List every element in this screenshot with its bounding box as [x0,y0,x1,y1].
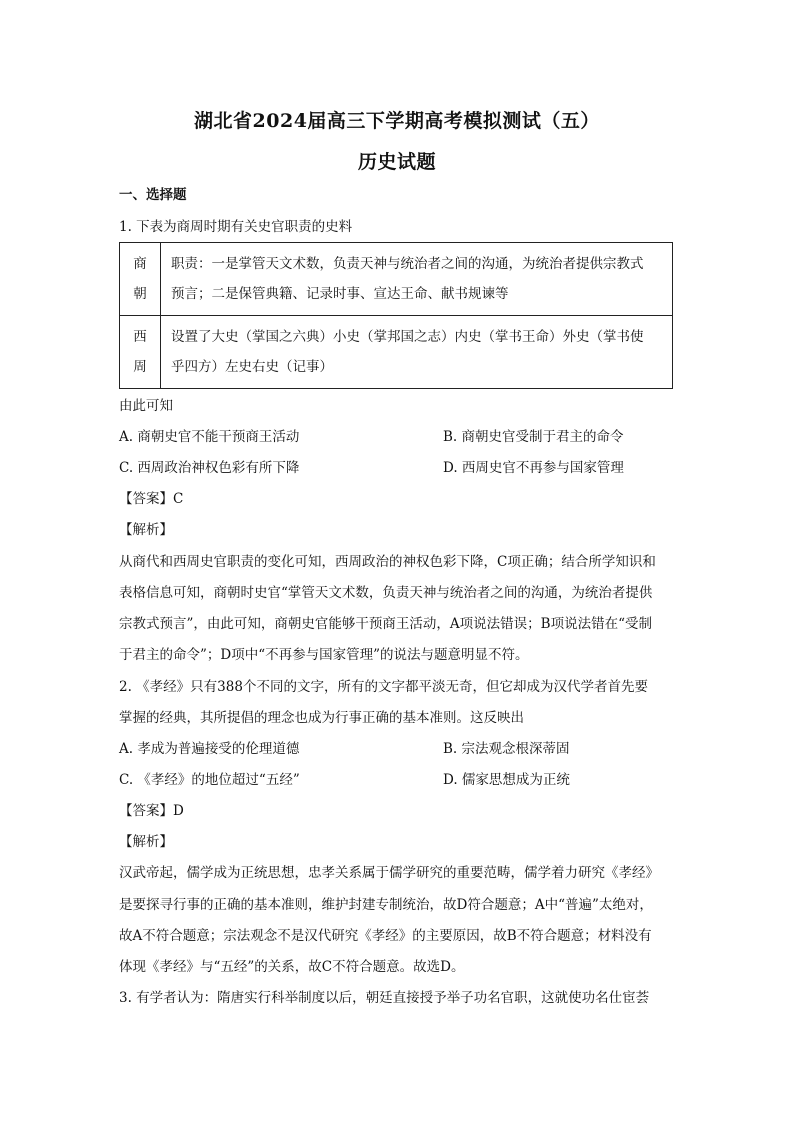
q1-option-d: D. 西周史官不再参与国家管理 [443,460,624,476]
q2-analysis-line: 故A不符合题意；宗法观念不是汉代研究《孝经》的主要原因，故B不符合题意；材料没有 [119,928,652,944]
q1-stem: 1. 下表为商周时期有关史官职责的史料 [119,219,353,235]
q2-stem-line: 掌握的经典，其所提倡的理念也成为行事正确的基本准则。这反映出 [119,710,524,726]
desc-line: 预言；二是保管典籍、记录时事、宣达王命、献书规谏等 [171,286,509,302]
era-char: 西 [133,329,147,345]
q2-option-a: A. 孝成为普遍接受的伦理道德 [119,741,300,757]
q1-analysis-line: 从商代和西周史官职责的变化可知，西周政治的神权色彩下降，C项正确；结合所学知识和 [119,554,656,570]
exam-subtitle: 历史试题 [357,151,436,173]
q2-option-d: D. 儒家思想成为正统 [443,772,570,788]
desc-line: 职责：一是掌管天文术数，负责天神与统治者之间的沟通，为统治者提供宗教式 [171,256,644,272]
q3-stem: 3. 有学者认为：隋唐实行科举制度以后，朝廷直接授予举子功名官职，这就使功名仕宦荟 [119,990,650,1006]
q2-analysis-line: 汉武帝起，儒学成为正统思想，忠孝关系属于儒学研究的重要范畴，儒学着力研究《孝经》 [119,865,659,881]
q1-lead: 由此可知 [119,398,173,414]
q1-option-b: B. 商朝史官受制于君主的命令 [443,429,624,445]
q2-answer: 【答案】D [119,803,184,819]
q2-analysis-label: 【解析】 [119,834,173,850]
section-heading: 一、选择题 [119,187,187,203]
q1-analysis-line: 于君主的命令”；D项中“不再参与国家管理”的说法与题意明显不符。 [119,647,529,663]
q1-answer: 【答案】C [119,491,184,507]
era-cell-xizhou [120,316,161,389]
era-cell-shang [120,243,161,316]
q1-analysis-line: 表格信息可知，商朝时史官“掌管天文术数，负责天神与统治者之间的沟通，为统治者提供 [119,585,653,601]
desc-line: 设置了大史（掌国之六典）小史（掌邦国之志）内史（掌书王命）外史（掌书使 [171,329,644,345]
q1-analysis-label: 【解析】 [119,522,173,538]
q1-analysis-line: 宗教式预言”，由此可知，商朝史官能够干预商王活动，A项说法错误；B项说法错在“受制 [119,616,652,632]
table-row [120,316,673,389]
era-char: 朝 [133,286,147,302]
q2-option-b: B. 宗法观念根深蒂固 [443,741,570,757]
q1-source-table [119,242,673,389]
q2-analysis-line: 是要探寻行事的正确的基本准则，维护封建专制统治，故D符合题意；A中“普遍”太绝对， [119,897,653,913]
desc-cell-xizhou [161,316,673,389]
era-char: 周 [133,359,147,375]
table-row [120,243,673,316]
q1-option-c: C. 西周政治神权色彩有所下降 [119,460,300,476]
q2-stem-line: 2. 《孝经》只有388个不同的文字，所有的文字都平淡无奇，但它却成为汉代学者首先要 [119,679,648,695]
q1-option-a: A. 商朝史官不能干预商王活动 [119,429,300,445]
q2-option-c: C. 《孝经》的地位超过“五经” [119,772,300,788]
era-char: 商 [133,256,147,272]
exam-title: 湖北省2024届高三下学期高考模拟测试（五） [194,110,600,132]
desc-cell-shang [161,243,673,316]
desc-line: 乎四方）左史右史（记事） [171,359,333,375]
q2-analysis-line: 体现《孝经》与“五经”的关系，故C不符合题意。故选D。 [119,959,465,975]
